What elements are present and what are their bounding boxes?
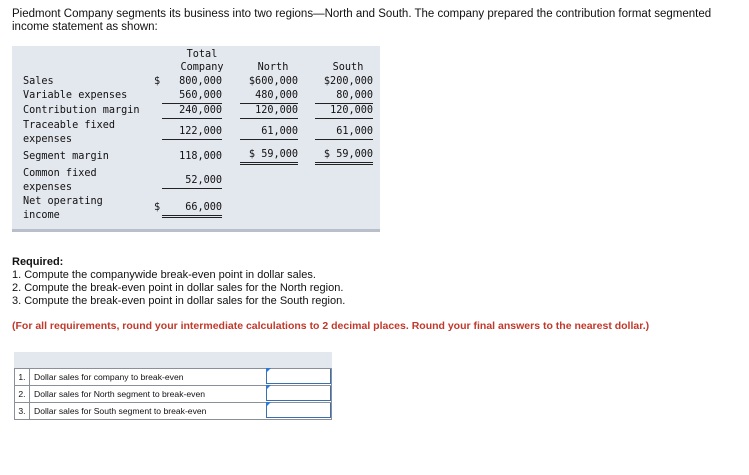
answer-row-number: 2.: [15, 386, 30, 402]
header-north: North: [257, 62, 289, 73]
header-total-line1: Total: [186, 49, 218, 60]
answer-input-south[interactable]: [266, 403, 331, 418]
traceable-south: 61,000: [315, 125, 373, 140]
traceable-total: 122,000: [162, 125, 222, 140]
answer-row-label: Dollar sales for South segment to break-even: [34, 406, 207, 416]
row-label-segment-margin: Segment margin: [23, 151, 109, 162]
statement-bottom-rule: [12, 229, 380, 232]
answer-table-header: [14, 352, 332, 368]
variable-north: 480,000: [240, 89, 298, 104]
answer-row-label: Dollar sales for North segment to break-even: [34, 389, 205, 399]
answer-row-number: 3.: [15, 403, 30, 419]
requirement-3: 3. Compute the break-even point in dollar sales for the South region.: [12, 295, 346, 307]
segmented-income-statement: [12, 46, 380, 232]
variable-south: 80,000: [315, 89, 373, 104]
traceable-north: 61,000: [240, 125, 298, 140]
contribution-south: 120,000: [315, 104, 373, 119]
answer-row-number: 1.: [15, 369, 30, 385]
row-label-sales: Sales: [23, 76, 54, 87]
variable-total: 560,000: [162, 89, 222, 104]
contribution-total: 240,000: [162, 104, 222, 119]
answer-input-company[interactable]: [266, 369, 331, 384]
requirements: [12, 256, 732, 308]
problem-intro: Piedmont Company segments its business into two regions—North and South. The company prepared the contribution format segmented income statement as shown:: [12, 8, 712, 33]
requirement-2: 2. Compute the break-even point in dollar sales for the North region.: [12, 282, 344, 294]
input-corner-marker-icon: [266, 402, 271, 407]
segment-total: 118,000: [179, 151, 222, 162]
net-operating-total: 66,000: [162, 201, 222, 218]
row-label-contribution-margin: Contribution margin: [23, 105, 140, 116]
sales-total: 800,000: [179, 76, 222, 87]
sales-south: $200,000: [323, 76, 373, 87]
row-label-traceable-fixed: Traceable fixed: [23, 120, 116, 131]
row-label-variable-expenses: Variable expenses: [23, 90, 128, 101]
answer-row-label: Dollar sales for company to break-even: [34, 372, 184, 382]
requirement-1: 1. Compute the companywide break-even point in dollar sales.: [12, 269, 316, 281]
contribution-north: 120,000: [240, 104, 298, 119]
row-label-net-operating: Net operating: [23, 196, 103, 207]
segment-south: $ 59,000: [315, 148, 373, 165]
segment-north: $ 59,000: [240, 148, 298, 165]
dollar-sign: $: [154, 76, 161, 87]
answer-row: [14, 369, 332, 386]
answer-row: [14, 403, 332, 420]
row-label-common-fixed-2: expenses: [23, 182, 73, 193]
answer-table: [14, 352, 332, 420]
answer-input-north[interactable]: [266, 386, 331, 401]
row-label-traceable-fixed-2: expenses: [23, 134, 73, 145]
common-fixed-total: 52,000: [162, 174, 222, 189]
header-total-line2: Company: [180, 62, 224, 73]
sales-north: $600,000: [248, 76, 298, 87]
input-corner-marker-icon: [266, 385, 271, 390]
requirements-title: Required:: [12, 256, 64, 268]
input-corner-marker-icon: [266, 368, 271, 373]
row-label-common-fixed: Common fixed: [23, 168, 97, 179]
header-south: South: [332, 62, 364, 73]
answer-row: [14, 386, 332, 403]
rounding-note: (For all requirements, round your intermediate calculations to 2 decimal places. Round your final answers to the nearest dollar.): [12, 320, 650, 332]
row-label-net-operating-2: income: [23, 210, 60, 221]
dollar-sign: $: [154, 202, 161, 213]
